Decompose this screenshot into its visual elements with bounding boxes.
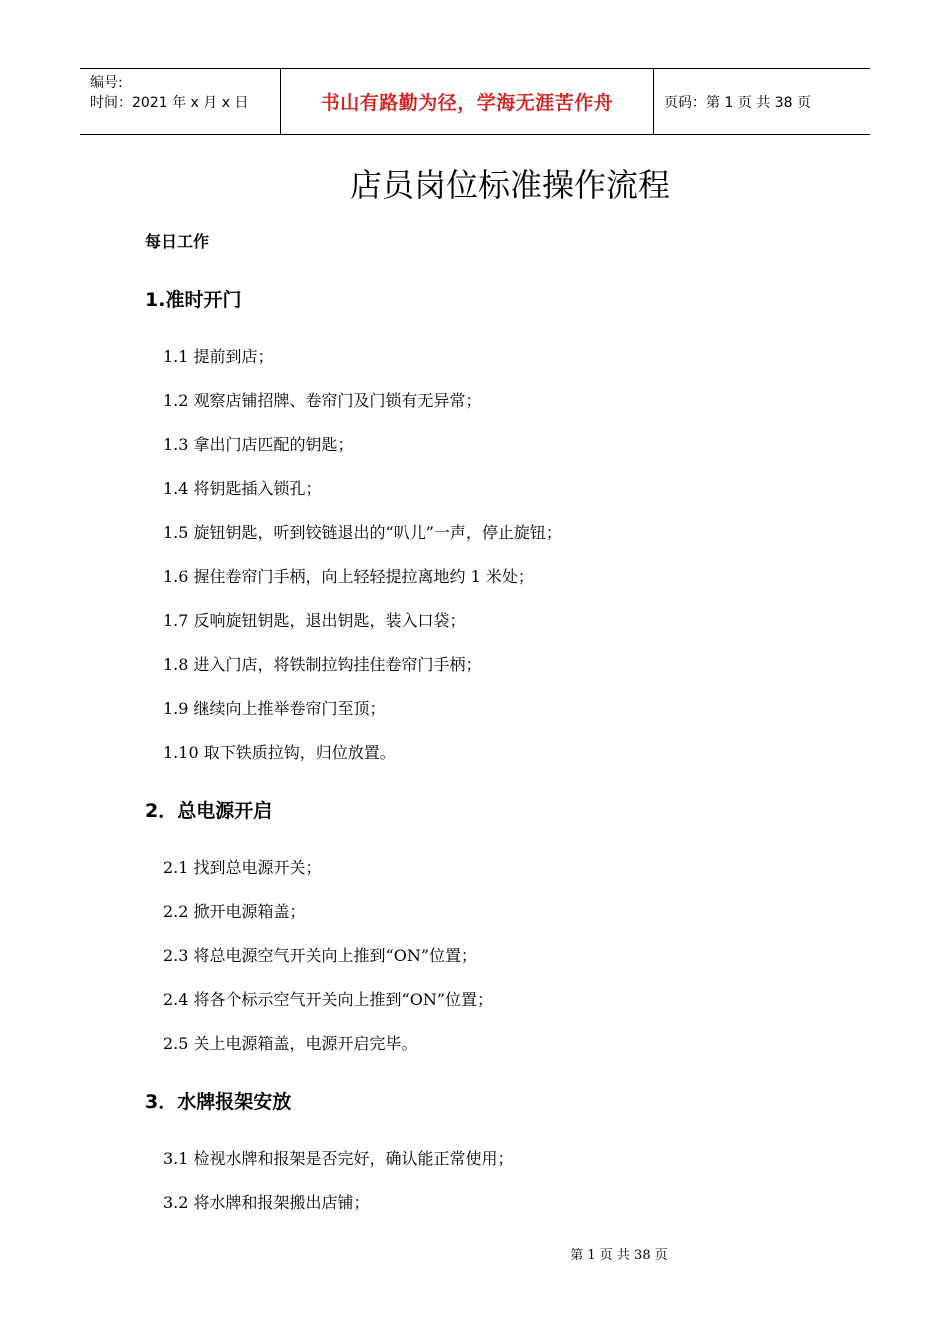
list-item: 2.1 找到总电源开关； xyxy=(163,858,322,877)
list-item: 1.9 继续向上推举卷帘门至顶； xyxy=(163,699,386,718)
header-info-cell xyxy=(80,69,281,134)
header-motto-cell xyxy=(281,69,654,134)
document-time-label: 时间：2021 年 x 月 x 日 xyxy=(90,95,249,111)
header-page-label: 页码：第 1 页 共 38 页 xyxy=(664,94,811,111)
list-item: 1.3 拿出门店匹配的钥匙； xyxy=(163,435,354,454)
section-heading: 2．总电源开启 xyxy=(145,800,273,822)
list-item: 2.5 关上电源箱盖，电源开启完毕。 xyxy=(163,1034,418,1053)
header-table xyxy=(80,68,870,135)
list-item: 3.2 将水牌和报架搬出店铺； xyxy=(163,1193,370,1212)
section-heading: 3．水牌报架安放 xyxy=(145,1091,292,1113)
section-heading: 1.准时开门 xyxy=(145,289,242,311)
list-item: 1.1 提前到店； xyxy=(163,347,274,366)
header-motto: 书山有路勤为径，学海无涯苦作舟 xyxy=(320,92,614,114)
list-item: 1.8 进入门店，将铁制拉钩挂住卷帘门手柄； xyxy=(163,655,482,674)
list-item: 1.7 反响旋钮钥匙，退出钥匙，装入口袋； xyxy=(163,611,466,630)
document-title: 店员岗位标准操作流程 xyxy=(349,166,670,204)
list-item: 2.2 掀开电源箱盖； xyxy=(163,902,306,921)
document-number-label: 编号: xyxy=(90,75,123,91)
document-subheading: 每日工作 xyxy=(145,232,210,251)
list-item: 2.3 将总电源空气开关向上推到“ON”位置； xyxy=(163,946,478,965)
list-item: 1.6 握住卷帘门手柄，向上轻轻提拉离地约 1 米处； xyxy=(163,567,534,586)
list-item: 1.4 将钥匙插入锁孔； xyxy=(163,479,322,498)
list-item: 2.4 将各个标示空气开关向上推到“ON”位置； xyxy=(163,990,494,1009)
header-page-cell xyxy=(654,69,870,134)
list-item: 1.2 观察店铺招牌、卷帘门及门锁有无异常； xyxy=(163,391,482,410)
page-footer: 第 1 页 共 38 页 xyxy=(570,1248,668,1263)
list-item: 1.5 旋钮钥匙，听到铰链退出的“叭儿”一声，停止旋钮； xyxy=(163,523,562,542)
list-item: 3.1 检视水牌和报架是否完好，确认能正常使用； xyxy=(163,1149,514,1168)
list-item: 1.10 取下铁质拉钩，归位放置。 xyxy=(163,743,396,762)
